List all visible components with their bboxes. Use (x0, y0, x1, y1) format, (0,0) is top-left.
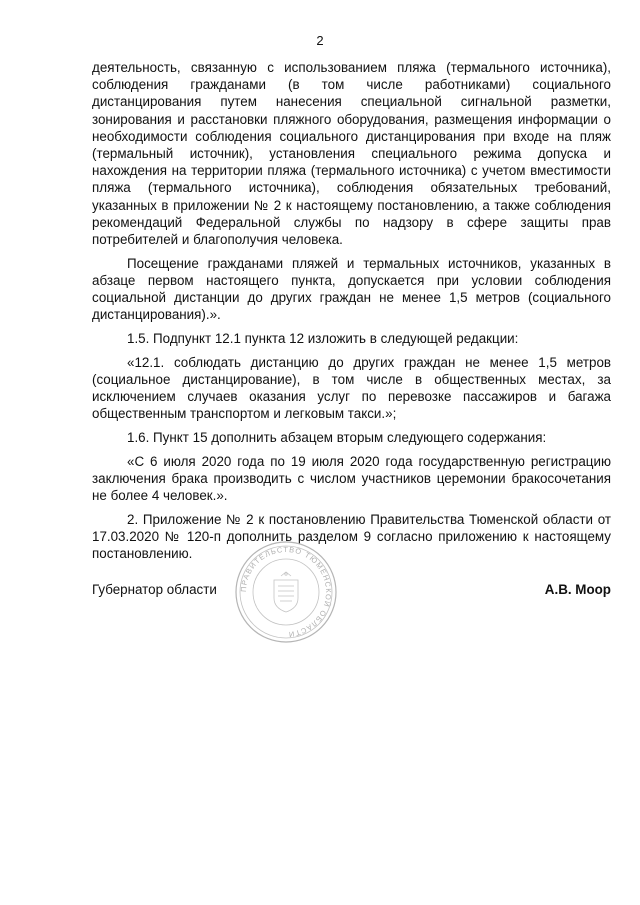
seal-text-path: ПРАВИТЕЛЬСТВО ТЮМЕНСКОЙ ОБЛАСТИ (238, 544, 334, 640)
paragraph-item-1-6: 1.6. Пункт 15 дополнить абзацем вторым следующего содержания: (127, 430, 547, 446)
page-number: 2 (316, 33, 324, 48)
paragraph-subitem-12-1: «12.1. соблюдать дистанцию до других граждан не менее 1,5 метров (социальное дистанцирование), в том числе в общественных местах, за исключением случаев оказания услуг по перевозке пассажиров и багажа общественным транспортом и легковым такси.»; (92, 354, 611, 422)
signatory-position: Губернатор области (92, 582, 217, 597)
document-body (92, 59, 611, 569)
paragraph-marriage-registration: «С 6 июля 2020 года по 19 июля 2020 года государственную регистрацию заключения брака производить с числом участников церемонии бракосочетания не более 4 человек.». (92, 453, 611, 504)
signatory-name: А.В. Моор (544, 582, 611, 597)
paragraph-continuation: деятельность, связанную с использованием пляжа (термального источника), соблюдения гражданами (в том числе работниками) социального дистанцирования путем нанесения специальной сигнальной разметки, зонирования и расстановки пляжного оборудования, размещения информации о необходимости соблюдения социального дистанцирования при входе на пляж (термальный источник), установления специального режима допуска и нахождения на территории пляжа (термального источника) с учетом вместимости пляжа (термального источника), соблюдения обязательных требований, указанных в приложении № 2 к настоящему постановлению, а также соблюдения рекомендаций Федеральной службы по надзору в сфере защиты прав потребителей и благополучия человека. (92, 60, 611, 248)
signature-block (92, 580, 611, 600)
paragraph-item-1-5: 1.5. Подпункт 12.1 пункта 12 изложить в следующей редакции: (127, 331, 519, 347)
paragraph-beach-visit: Посещение гражданами пляжей и термальных источников, указанных в абзаце первом настоящего пункта, допускается при условии соблюдения социальной дистанции до других граждан не менее 1,5 метров (социального дистанцирования).». (92, 255, 611, 323)
paragraph-item-2: 2. Приложение № 2 к постановлению Правительства Тюменской области от 17.03.2020 № 120-п дополнить разделом 9 согласно приложению к настоящему постановлению. (92, 511, 611, 562)
